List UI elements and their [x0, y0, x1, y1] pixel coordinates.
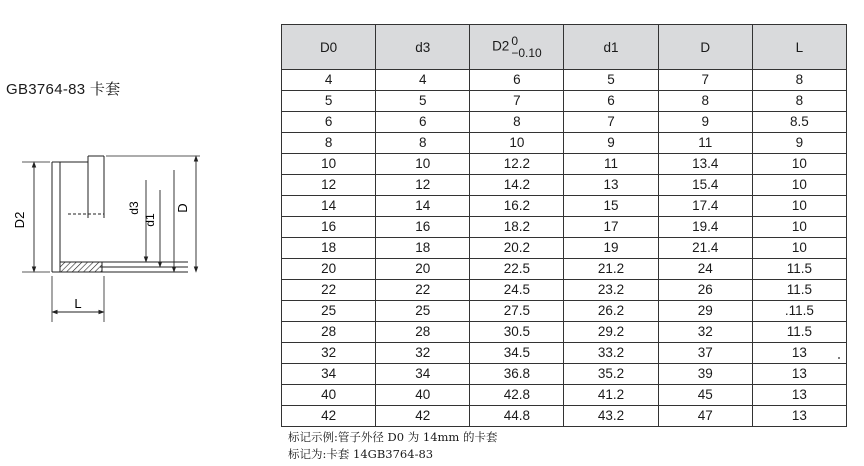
header-d3: d3: [376, 25, 470, 70]
table-cell: 40: [282, 385, 376, 406]
table-cell: 24.5: [470, 280, 564, 301]
table-cell: 20: [376, 259, 470, 280]
table-cell: 32: [658, 322, 752, 343]
marking-notes: [288, 429, 497, 463]
table-cell: 5: [376, 91, 470, 112]
table-cell: 22: [376, 280, 470, 301]
table-cell: 27.5: [470, 301, 564, 322]
table-cell: 5: [564, 70, 658, 91]
table-cell: 8: [658, 91, 752, 112]
table-row: [282, 385, 847, 406]
page-title: GB3764-83 卡套: [6, 81, 121, 98]
table-cell: 44.8: [470, 406, 564, 427]
table-cell: 17.4: [658, 196, 752, 217]
table-cell: 29.2: [564, 322, 658, 343]
table-cell: 8: [470, 112, 564, 133]
table-cell: 7: [658, 70, 752, 91]
table-row: [282, 196, 847, 217]
table-cell: 13: [564, 175, 658, 196]
table-cell: 26.2: [564, 301, 658, 322]
note-marking: 标记为:卡套 14GB3764-83: [288, 447, 434, 461]
table-cell: 45: [658, 385, 752, 406]
table-cell: 10: [376, 154, 470, 175]
table-cell: 10: [470, 133, 564, 154]
table-cell: 36.8: [470, 364, 564, 385]
table-cell: 20.2: [470, 238, 564, 259]
table-cell: 13: [752, 343, 846, 364]
table-cell: 22.5: [470, 259, 564, 280]
table-cell: 5: [282, 91, 376, 112]
header-L: L: [752, 25, 846, 70]
table-row: [282, 301, 847, 322]
ferrule-drawing: [0, 140, 240, 330]
table-cell: 8: [752, 70, 846, 91]
label-L: L: [74, 296, 82, 311]
label-d1: d1: [143, 213, 157, 227]
table-row: [282, 154, 847, 175]
table-row: [282, 112, 847, 133]
table-cell: 8: [752, 91, 846, 112]
table-cell: 14: [376, 196, 470, 217]
table-cell: 32: [376, 343, 470, 364]
table-cell: 10: [752, 154, 846, 175]
header-D2-label: D2: [492, 38, 510, 54]
table-cell: 42: [376, 406, 470, 427]
table-cell: 8: [376, 133, 470, 154]
table-cell: 28: [376, 322, 470, 343]
table-cell: 11.5: [752, 259, 846, 280]
table-cell: 4: [376, 70, 470, 91]
table-cell: 18: [282, 238, 376, 259]
table-cell: 14.2: [470, 175, 564, 196]
table-header-row: [282, 25, 847, 70]
table-cell: 19.4: [658, 217, 752, 238]
table-cell: 39: [658, 364, 752, 385]
table-cell: 8.5: [752, 112, 846, 133]
table-cell: 6: [564, 91, 658, 112]
table-cell: 18: [376, 238, 470, 259]
table-row: [282, 238, 847, 259]
table-cell: 23.2: [564, 280, 658, 301]
table-cell: 7: [564, 112, 658, 133]
table-cell: 15.4: [658, 175, 752, 196]
table-cell: 17: [564, 217, 658, 238]
table-row: [282, 91, 847, 112]
speck: [838, 357, 840, 359]
tol-lower: −0.10: [511, 46, 542, 60]
table-cell: 10: [752, 238, 846, 259]
table-cell: 24: [658, 259, 752, 280]
table-cell: 42.8: [470, 385, 564, 406]
label-D: D: [175, 203, 190, 213]
header-D0: D0: [282, 25, 376, 70]
d2-tolerance: [511, 35, 541, 59]
table-cell: 16: [376, 217, 470, 238]
table-cell: 18.2: [470, 217, 564, 238]
table-cell: 21.2: [564, 259, 658, 280]
table-cell: 9: [564, 133, 658, 154]
table-cell: 34: [376, 364, 470, 385]
table-cell: 12: [282, 175, 376, 196]
table-cell: 35.2: [564, 364, 658, 385]
table-cell: 47: [658, 406, 752, 427]
tol-upper: 0: [511, 34, 519, 48]
table-cell: 7: [470, 91, 564, 112]
table-cell: 10: [752, 196, 846, 217]
table-cell: 14: [282, 196, 376, 217]
table-cell: 42: [282, 406, 376, 427]
dimension-table: [281, 24, 847, 427]
table-cell: 8: [282, 133, 376, 154]
table-row: [282, 217, 847, 238]
table-cell: 30.5: [470, 322, 564, 343]
table-cell: 9: [658, 112, 752, 133]
table-cell: 16: [282, 217, 376, 238]
table-cell: 15: [564, 196, 658, 217]
table-cell: 34.5: [470, 343, 564, 364]
label-d3: d3: [127, 201, 141, 215]
table-row: [282, 364, 847, 385]
table-cell: 11: [564, 154, 658, 175]
table-cell: 21.4: [658, 238, 752, 259]
header-D: D: [658, 25, 752, 70]
table-cell: 6: [470, 70, 564, 91]
note-example: 标记示例:管子外径 D0 为 14mm 的卡套: [288, 430, 498, 444]
table-cell: 10: [752, 175, 846, 196]
table-row: [282, 175, 847, 196]
table-cell: 33.2: [564, 343, 658, 364]
table-cell: 11.5: [752, 322, 846, 343]
table-cell: 16.2: [470, 196, 564, 217]
table-row: [282, 70, 847, 91]
table-cell: 13: [752, 385, 846, 406]
table-cell: 25: [282, 301, 376, 322]
table-cell: 4: [282, 70, 376, 91]
table-cell: 10: [752, 217, 846, 238]
table-cell: 20: [282, 259, 376, 280]
header-D2: [470, 25, 564, 70]
table-cell: 32: [282, 343, 376, 364]
table-cell: .11.5: [752, 301, 846, 322]
table-cell: 43.2: [564, 406, 658, 427]
label-D2: D2: [12, 211, 27, 229]
table-cell: 13: [752, 406, 846, 427]
table-row: [282, 406, 847, 427]
table-cell: 37: [658, 343, 752, 364]
table-cell: 41.2: [564, 385, 658, 406]
table-row: [282, 322, 847, 343]
table-cell: 29: [658, 301, 752, 322]
table-cell: 13: [752, 364, 846, 385]
table-row: [282, 259, 847, 280]
table-cell: 26: [658, 280, 752, 301]
header-d1: d1: [564, 25, 658, 70]
table-cell: 34: [282, 364, 376, 385]
table-cell: 6: [376, 112, 470, 133]
table-cell: 10: [282, 154, 376, 175]
table-cell: 11: [658, 133, 752, 154]
table-cell: 28: [282, 322, 376, 343]
table-cell: 22: [282, 280, 376, 301]
table-row: [282, 133, 847, 154]
table-row: [282, 280, 847, 301]
table-cell: 12.2: [470, 154, 564, 175]
table-row: [282, 343, 847, 364]
table-cell: 40: [376, 385, 470, 406]
table-cell: 11.5: [752, 280, 846, 301]
table-cell: 12: [376, 175, 470, 196]
table-cell: 25: [376, 301, 470, 322]
table-cell: 19: [564, 238, 658, 259]
table-cell: 13.4: [658, 154, 752, 175]
table-cell: 9: [752, 133, 846, 154]
table-cell: 6: [282, 112, 376, 133]
